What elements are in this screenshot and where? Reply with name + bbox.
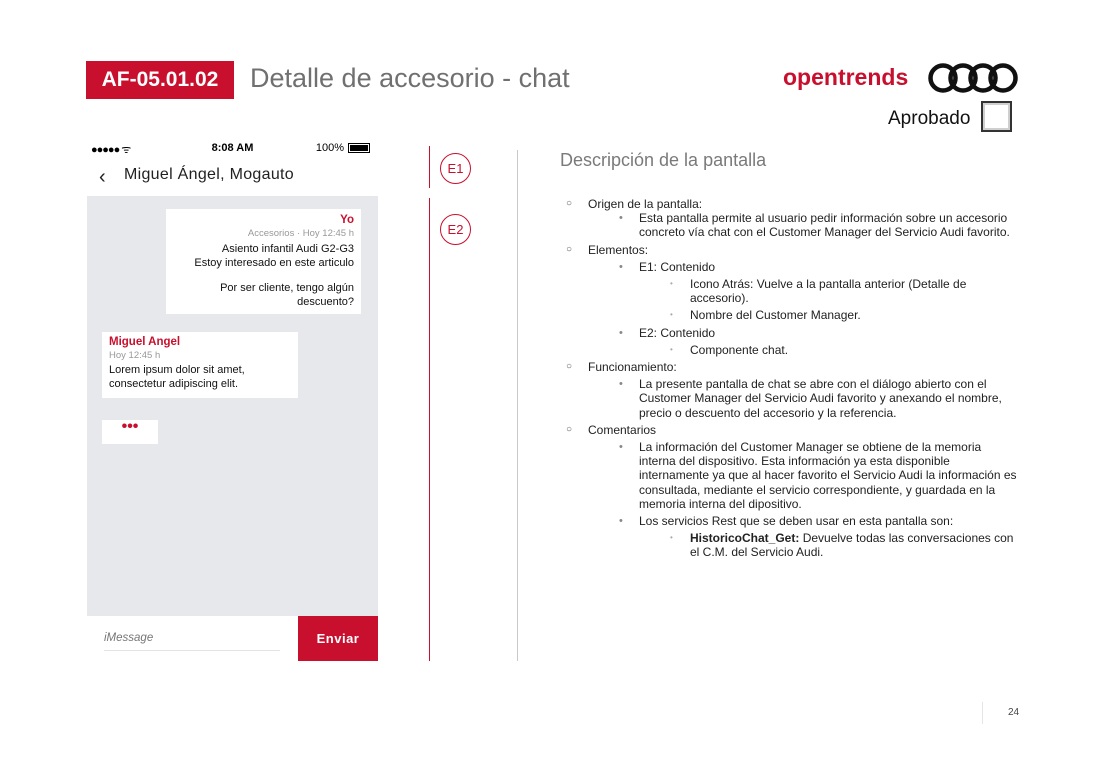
service-name: HistoricoChat_Get: [690, 531, 800, 546]
audi-rings-icon [927, 60, 1019, 96]
description-body [566, 195, 1021, 560]
wifi-icon: ᯤ [121, 144, 131, 156]
message-composer [87, 616, 378, 661]
comentarios-heading: ○ Comentarios [566, 423, 1021, 437]
service-item [566, 531, 1021, 559]
message-meta: Accesorios · Hoy 12:45 h [247, 228, 354, 239]
battery-percent: 100% [315, 142, 344, 154]
brand-logo-text: opentrends [783, 64, 909, 90]
incoming-message-bubble [102, 332, 298, 398]
screen-code: AF-05.01.02 [101, 68, 219, 91]
column-divider [517, 150, 518, 661]
service-desc: Devuelve todas las conversaciones con el C.M. del Servicio Audi. [690, 531, 1014, 560]
elementos-heading: ○ Elementos: [566, 243, 1021, 257]
funcionamiento-text: • La presente pantalla de chat se abre con el diálogo abierto con el Customer Manager del Servicio Audi favorito y anexando el nombre, precio o descuento del accesorio y la referencia. [566, 377, 1021, 420]
divider-gap [429, 188, 430, 198]
approved-checkbox[interactable] [981, 101, 1012, 132]
chat-area[interactable] [87, 196, 378, 616]
description-title: Descripción de la pantalla [560, 150, 767, 170]
approved-label: Aprobado [888, 108, 971, 129]
section-divider [429, 146, 430, 661]
contact-name: Miguel Ángel, Mogauto [124, 166, 294, 183]
e1-item-name: • Nombre del Customer Manager. [566, 308, 1021, 322]
battery-status [316, 142, 370, 154]
signal-icon: ●●●●● ᯤ [91, 144, 131, 156]
status-time: 8:08 AM [211, 142, 254, 154]
message-sender: Yo [340, 214, 354, 226]
funcionamiento-heading: ○ Funcionamiento: [566, 360, 1021, 374]
origen-text: • Esta pantalla permite al usuario pedir información sobre un accesorio concreto vía chat con el Customer Manager del Servicio Audi favorito. [566, 211, 1021, 239]
outgoing-message-bubble [166, 209, 361, 314]
status-bar [87, 138, 378, 158]
message-text: Por ser cliente, tengo algún descuento? [220, 282, 354, 308]
e2-item-chat: • Componente chat. [566, 343, 1021, 357]
page-number: 24 [1008, 707, 1020, 718]
battery-icon [348, 143, 370, 153]
message-meta: Hoy 12:45 h [109, 350, 161, 361]
message-text: Lorem ipsum dolor sit amet, consectetur adipiscing elit. [109, 364, 245, 390]
marker-e2: E2 [440, 214, 471, 245]
comentarios-text-1: • La información del Customer Manager se obtiene de la memoria interna del dispositivo. Esta información ya esta disponible internamente ya que al hacer favorito el Servicio Audi la información es consultada, mediante el servicio correspondiente, y guardada en la memoria interna del dipositivo. [566, 440, 1021, 511]
e2-heading: • E2: Contenido [566, 326, 1021, 340]
message-text: Estoy interesado en este articulo [194, 257, 354, 269]
message-text: Asiento infantil Audi G2-G3 [221, 243, 354, 255]
origen-heading: ○ Origen de la pantalla: [566, 197, 1021, 211]
screen-code-badge [86, 61, 234, 99]
e1-heading: • E1: Contenido [566, 260, 1021, 274]
slide-title: Detalle de accesorio - chat [250, 63, 570, 93]
message-sender: Miguel Angel [109, 336, 181, 348]
marker-e1: E1 [440, 153, 471, 184]
page-number-divider [982, 702, 983, 724]
e1-item-back: • Icono Atrás: Vuelve a la pantalla anterior (Detalle de accesorio). [566, 277, 1021, 305]
phone-mockup [87, 138, 378, 661]
send-button[interactable]: Enviar [298, 616, 378, 661]
message-input[interactable] [104, 626, 280, 651]
back-chevron-icon[interactable]: ‹ [99, 166, 106, 188]
comentarios-text-2: • Los servicios Rest que se deben usar en esta pantalla son: [566, 514, 1021, 528]
typing-indicator: ••• [102, 420, 158, 444]
